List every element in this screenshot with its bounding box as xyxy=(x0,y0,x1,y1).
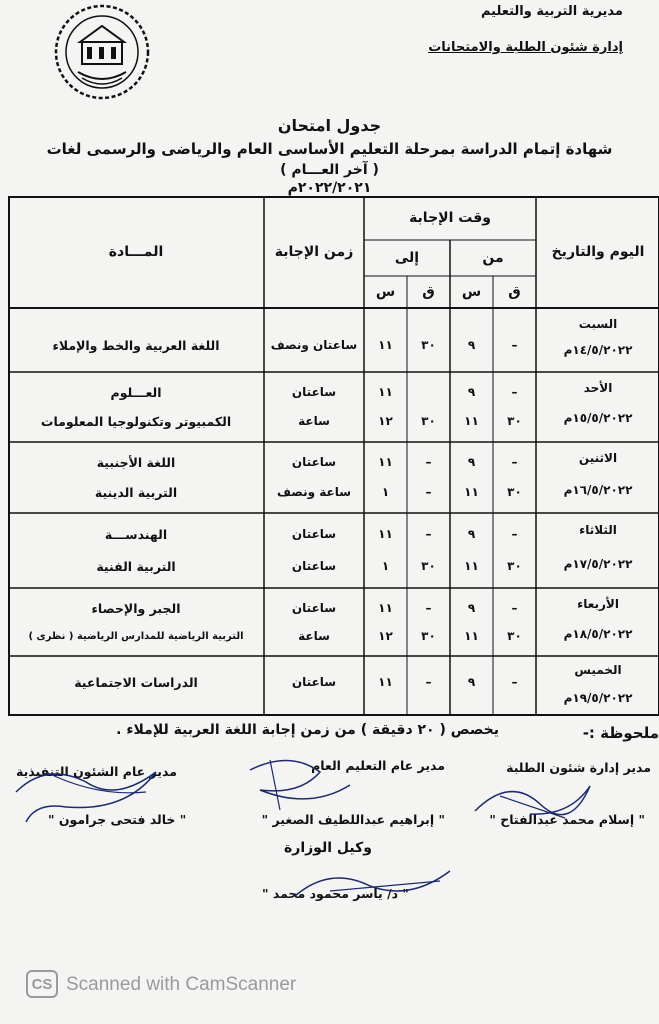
cell-to-hour: ١١ xyxy=(378,675,393,689)
camscanner-logo: CS xyxy=(26,970,58,998)
cell-from-minute: – xyxy=(511,527,518,541)
cell-duration: ساعتان xyxy=(291,455,337,469)
cell-to-minute: ٣٠ xyxy=(421,559,436,573)
cell-from-minute: ٣٠ xyxy=(507,485,522,499)
handwritten-signature xyxy=(470,756,610,826)
cell-duration: ساعة xyxy=(298,414,330,428)
cell-duration: ساعة ونصف xyxy=(276,485,352,499)
cell-to-hour: ١٢ xyxy=(378,414,393,428)
cell-to-hour: ١ xyxy=(381,559,390,573)
day-date: ١٥/٥/٢٠٢٢م xyxy=(563,411,633,425)
header-from-minute: ق xyxy=(508,284,521,300)
cell-subject: التربية الدينية xyxy=(94,484,178,500)
cell-to-hour: ١٢ xyxy=(378,629,393,643)
day-date: ١٧/٥/٢٠٢٢م xyxy=(563,557,633,571)
header-subject: المـــادة xyxy=(108,244,164,260)
header-to: إلى xyxy=(394,250,420,266)
day-name: الأحد xyxy=(583,381,613,395)
header-to-minute: ق xyxy=(422,284,435,300)
signature-title-general-education: مدير عام التعليم العام xyxy=(311,758,445,773)
cell-from-minute: ٣٠ xyxy=(507,559,522,573)
signature-title-students-affairs: مدير إدارة شئون الطلبة xyxy=(506,760,651,775)
header-answer-time: وقت الإجابة xyxy=(409,210,491,226)
cell-duration: ساعتان xyxy=(291,559,337,573)
header-day-date: اليوم والتاريخ xyxy=(551,244,645,260)
cell-from-hour: ٩ xyxy=(467,455,476,469)
cell-from-hour: ٩ xyxy=(467,338,476,352)
cell-subject: الهندســـة xyxy=(104,526,168,542)
handwritten-signature xyxy=(6,752,166,832)
cell-to-minute: – xyxy=(425,675,432,689)
signature-name-executive-affairs: " خالد فتحى جرامون " xyxy=(48,812,187,827)
cell-duration: ساعة xyxy=(298,629,330,643)
cell-from-hour: ١١ xyxy=(464,485,479,499)
signature-title-executive-affairs: مدير عام الشئون التنفيذية xyxy=(16,764,177,779)
day-name: الأربعاء xyxy=(577,597,619,611)
cell-duration: ساعتان xyxy=(291,527,337,541)
day-name: السبت xyxy=(578,317,618,331)
day-name: الخميس xyxy=(574,663,622,677)
header-from-hour: س xyxy=(461,284,482,300)
cell-subject: التربية الفنية xyxy=(96,558,176,574)
cell-to-minute: ٣٠ xyxy=(421,338,436,352)
cell-to-hour: ١١ xyxy=(378,455,393,469)
cell-from-hour: ١١ xyxy=(464,414,479,428)
day-name: الاثنين xyxy=(578,451,618,465)
cell-subject: اللغة العربية والخط والإملاء xyxy=(52,337,220,353)
cell-from-hour: ٩ xyxy=(467,527,476,541)
doc-term: ( آخر العـــام ) xyxy=(280,162,379,178)
ministry-seal-logo xyxy=(52,2,152,102)
handwritten-signature xyxy=(290,856,460,906)
header-from: من xyxy=(482,250,504,266)
signature-title-undersecretary: وكيل الوزارة xyxy=(284,840,372,856)
day-date: ١٨/٥/٢٠٢٢م xyxy=(563,627,633,641)
cell-from-hour: ٩ xyxy=(467,675,476,689)
cell-from-minute: ٣٠ xyxy=(507,414,522,428)
cell-to-minute: – xyxy=(425,455,432,469)
cell-to-minute: – xyxy=(425,527,432,541)
cell-from-minute: – xyxy=(511,385,518,399)
note-label: ملحوظة :- xyxy=(582,724,659,742)
cell-duration: ساعتان xyxy=(291,675,337,689)
handwritten-signature xyxy=(240,750,360,820)
cell-duration: ساعتان ونصف xyxy=(270,338,358,352)
cell-subject: الكمبيوتر وتكنولوجيا المعلومات xyxy=(40,413,232,429)
cell-to-minute: – xyxy=(425,601,432,615)
cell-to-hour: ١١ xyxy=(378,338,393,352)
doc-year: ٢٠٢٢/٢٠٢١م xyxy=(287,180,372,196)
header-duration: زمن الإجابة xyxy=(274,244,354,260)
cell-from-minute: – xyxy=(511,675,518,689)
cell-from-minute: – xyxy=(511,338,518,352)
directorate-name: مديرية التربية والتعليم xyxy=(480,4,623,19)
day-name: الثلاثاء xyxy=(579,523,617,537)
cell-to-hour: ١١ xyxy=(378,527,393,541)
cell-to-hour: ١١ xyxy=(378,385,393,399)
cell-to-minute: – xyxy=(425,485,432,499)
department-name: إدارة شئون الطلبة والامتحانات xyxy=(428,40,623,55)
cell-from-minute: ٣٠ xyxy=(507,629,522,643)
header-to-hour: س xyxy=(375,284,396,300)
cell-from-minute: – xyxy=(511,455,518,469)
day-date: ١٤/٥/٢٠٢٢م xyxy=(563,343,633,357)
cell-to-minute xyxy=(407,380,450,404)
cell-subject: الجبر والإحصاء xyxy=(91,600,181,616)
cell-to-hour: ١ xyxy=(381,485,390,499)
cell-from-hour: ٩ xyxy=(467,385,476,399)
cell-from-minute: – xyxy=(511,601,518,615)
doc-subtitle: شهادة إتمام الدراسة بمرحلة التعليم الأساسى العام والرياضى والرسمى لغات xyxy=(46,140,613,158)
cell-to-minute: ٣٠ xyxy=(421,629,436,643)
signature-name-undersecretary: " د/ ياسر محمود محمد " xyxy=(262,886,409,901)
doc-title: جدول امتحان xyxy=(277,116,382,135)
cell-duration: ساعتان xyxy=(291,385,337,399)
cell-from-hour: ٩ xyxy=(467,601,476,615)
cell-subject: اللغة الأجنبية xyxy=(96,454,176,470)
exam-schedule-table xyxy=(8,196,659,716)
signature-name-students-affairs: " إسلام محمد عبدالفتاح " xyxy=(489,812,645,827)
cell-subject: العـــلوم xyxy=(110,384,162,400)
day-date: ١٩/٥/٢٠٢٢م xyxy=(563,691,633,705)
cell-to-hour: ١١ xyxy=(378,601,393,615)
cell-subject: التربية الرياضية للمدارس الرياضية ( نظرى ) xyxy=(28,630,244,642)
cell-subject: الدراسات الاجتماعية xyxy=(74,674,198,690)
cell-to-minute: ٣٠ xyxy=(421,414,436,428)
signature-name-general-education: " إبراهيم عبداللطيف الصغير " xyxy=(261,812,445,827)
cell-from-hour: ١١ xyxy=(464,629,479,643)
day-date: ١٦/٥/٢٠٢٢م xyxy=(563,483,633,497)
cell-duration: ساعتان xyxy=(291,601,337,615)
camscanner-watermark-text: Scanned with CamScanner xyxy=(66,974,297,995)
cell-from-hour: ١١ xyxy=(464,559,479,573)
note-text: يخصص ( ٢٠ دقيقة ) من زمن إجابة اللغة العربية للإملاء . xyxy=(116,722,499,738)
